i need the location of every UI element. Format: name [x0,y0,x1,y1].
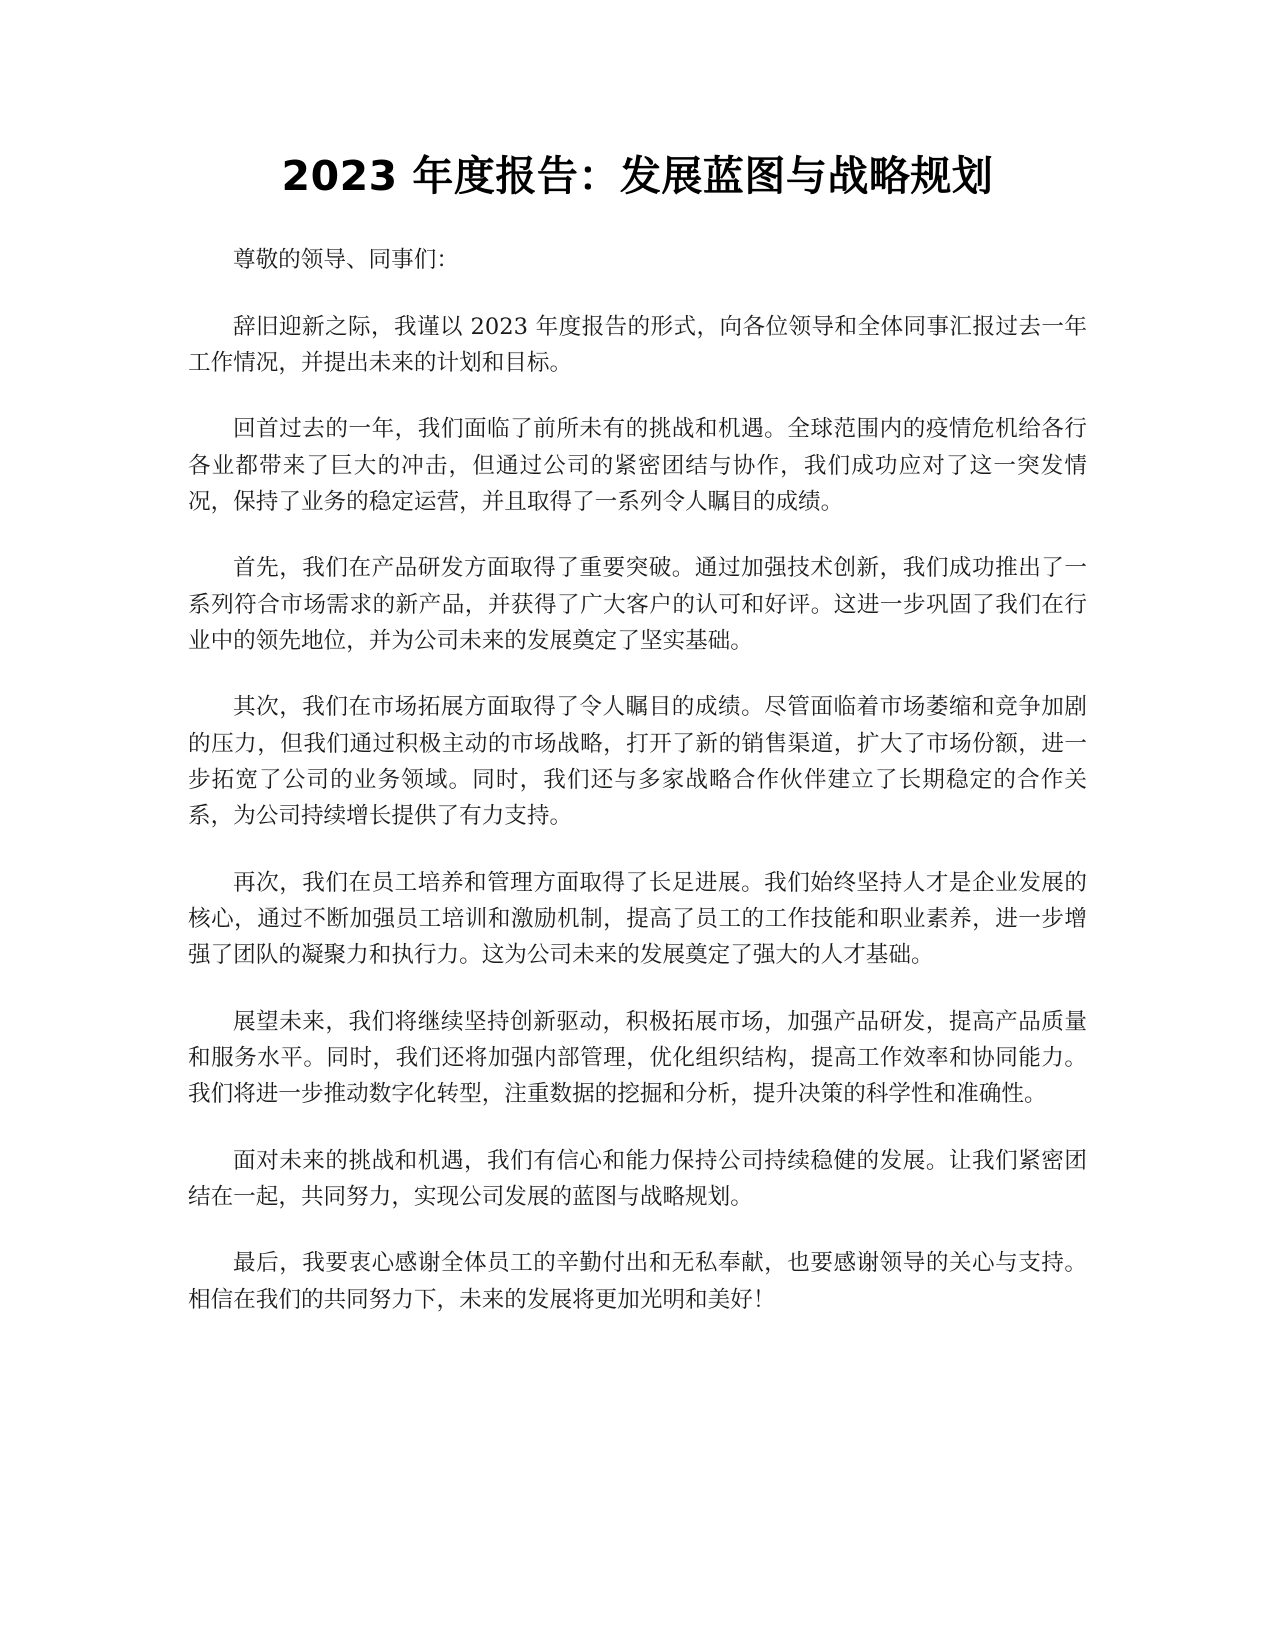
paragraph-confidence: 面对未来的挑战和机遇，我们有信心和能力保持公司持续稳健的发展。让我们紧密团结在一起，共同努力，实现公司发展的蓝图与战略规划。 [188,1147,1087,1210]
paragraph-product-rd: 首先，我们在产品研发方面取得了重要突破。通过加强技术创新，我们成功推出了一系列符合市场需求的新产品，并获得了广大客户的认可和好评。这进一步巩固了我们在行业中的领先地位，并为公司未来的发展奠定了坚实基础。 [188,555,1087,654]
document-body [188,242,1087,1318]
paragraph-staff-development: 再次，我们在员工培养和管理方面取得了长足进展。我们始终坚持人才是企业发展的核心，通过不断加强员工培训和激励机制，提高了员工的工作技能和职业素养，进一步增强了团队的凝聚力和执行力。这为公司未来的发展奠定了强大的人才基础。 [188,869,1087,968]
paragraph-intro: 辞旧迎新之际，我谨以 2023 年度报告的形式，向各位领导和全体同事汇报过去一年工作情况，并提出未来的计划和目标。 [188,313,1087,376]
document-title: 2023 年度报告：发展蓝图与战略规划 [281,152,994,200]
paragraph-outlook: 展望未来，我们将继续坚持创新驱动，积极拓展市场，加强产品研发，提高产品质量和服务水平。同时，我们还将加强内部管理，优化组织结构，提高工作效率和协同能力。我们将进一步推动数字化转型，注重数据的挖掘和分析，提升决策的科学性和准确性。 [188,1008,1087,1107]
paragraph-review: 回首过去的一年，我们面临了前所未有的挑战和机遇。全球范围内的疫情危机给各行各业都带来了巨大的冲击，但通过公司的紧密团结与协作，我们成功应对了这一突发情况，保持了业务的稳定运营，并且取得了一系列令人瞩目的成绩。 [188,416,1087,515]
paragraph-salutation: 尊敬的领导、同事们： [233,247,459,273]
paragraph-market-expansion: 其次，我们在市场拓展方面取得了令人瞩目的成绩。尽管面临着市场萎缩和竞争加剧的压力，但我们通过积极主动的市场战略，打开了新的销售渠道，扩大了市场份额，进一步拓宽了公司的业务领域。同时，我们还与多家战略合作伙伴建立了长期稳定的合作关系，为公司持续增长提供了有力支持。 [188,694,1087,829]
paragraph-thanks: 最后，我要衷心感谢全体员工的辛勤付出和无私奉献，也要感谢领导的关心与支持。相信在我们的共同努力下，未来的发展将更加光明和美好！ [188,1250,1087,1313]
